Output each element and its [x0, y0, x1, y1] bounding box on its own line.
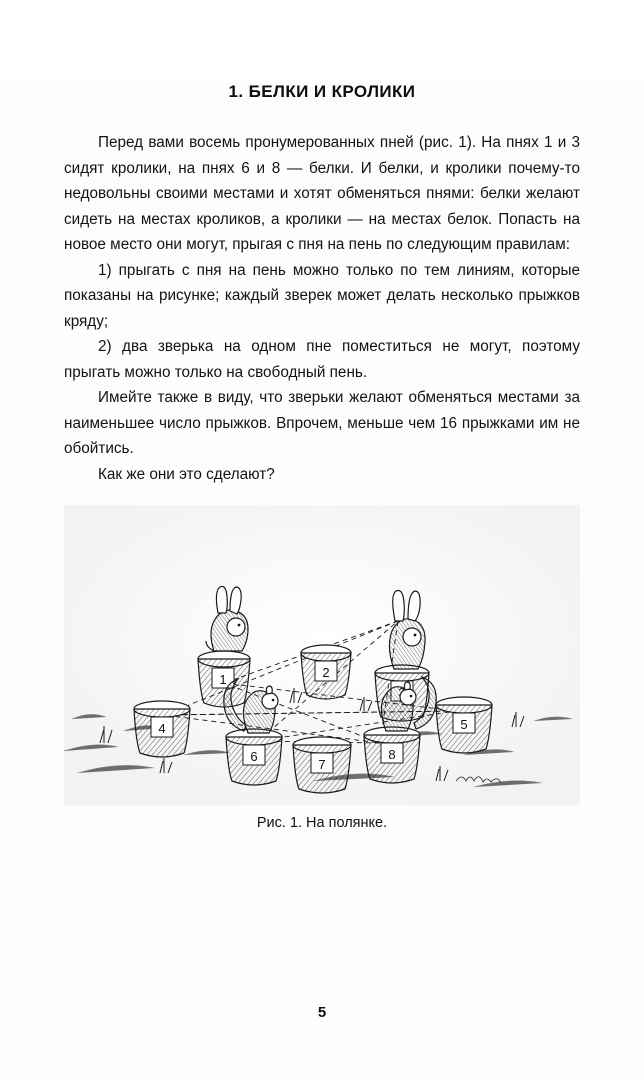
paragraph-1: Перед вами восемь пронумерованных пней (рис. 1). На пнях 1 и 3 сидят кролики, на пнях 6 и 8 — белки. И белки, и кролики почему-то недовольны своими местами и хотят обменяться пнями: белки желают сидеть на местах кроликов, а кролики — на местах белок. Попасть на новое место они могут, прыгая с пня на пень по следующим правилам:: [64, 134, 580, 253]
stump-label-1: 1: [219, 672, 227, 687]
page-number: 5: [317, 1004, 327, 1021]
stump-label-2: 2: [322, 665, 330, 680]
paragraph-5: Как же они это сделают?: [98, 465, 275, 483]
figure-caption: Рис. 1. На полянке.: [256, 815, 388, 831]
stump-6: [226, 729, 282, 785]
stump-label-7: 7: [318, 757, 326, 772]
stump-label-8: 8: [388, 747, 396, 762]
stump-label-4: 4: [158, 721, 166, 736]
paragraph-4: Имейте также в виду, что зверьки желают обменяться местами за наименьшее число прыжков. Впрочем, меньше чем 16 прыжками им не обойтись.: [64, 389, 580, 457]
stump-2: [301, 645, 351, 699]
paragraph-2: 1) прыгать с пня на пень можно только по тем линиям, которые показаны на рисунке; каждый зверек может делать несколько прыжков кряду;: [64, 261, 580, 330]
book-page: [0, 82, 644, 1083]
stump-4: [134, 701, 190, 757]
paragraph-3: 2) два зверька на одном пне поместиться не могут, поэтому прыгать можно только на свободный пень.: [64, 338, 580, 381]
stump-7: [293, 737, 351, 793]
stump-8: [364, 727, 420, 783]
body-text: [64, 130, 580, 487]
figure-svg: [64, 505, 580, 805]
page-title: 1. БЕЛКИ И КРОЛИКИ: [228, 82, 416, 101]
stump-label-5: 5: [460, 717, 468, 732]
figure-illustration: [64, 505, 580, 805]
stump-5: [436, 697, 492, 753]
stump-label-6: 6: [250, 749, 258, 764]
